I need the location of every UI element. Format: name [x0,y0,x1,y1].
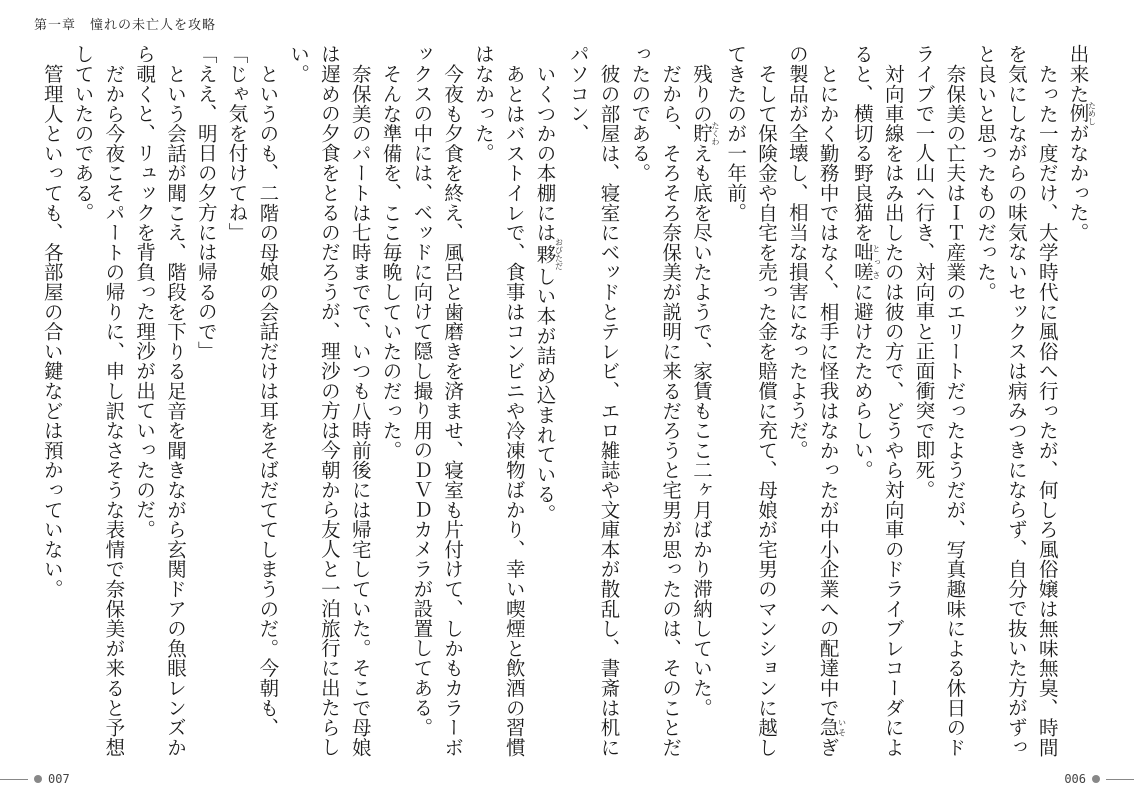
ruby-annotation: 貯たくわ [689,120,720,145]
paragraph: いくつかの本棚には夥おびただしい本が詰め込まれている。 [533,63,564,524]
page-number: 007 [48,772,70,786]
paragraph: というのも、二階の母娘の会話だけは耳をそばだててしまうのだ。今朝も、 [256,63,280,737]
dialog-line: 「ええ、明日の夕方には帰るので」 [194,44,218,361]
folio-dot [1092,775,1100,783]
folio-rule [0,779,28,780]
paragraph: そんな準備を、ここ毎晩していたのだった。 [379,63,403,460]
ruby-annotation: 夥おびただ [533,237,564,270]
folio-dot [34,775,42,783]
paragraph: という会話が聞こえ、階段を下りる足音を聞きながら玄関ドアの魚眼レンズから覗くと、リュックを背負った理沙が出ていったのだ。 [133,44,187,757]
dialog-line: 「じゃ気を付けてね」 [225,44,249,242]
paragraph: とにかく勤務中ではなく、相手に怪我はなかったが中小企業への配達中で急いそぎの製品が全壊し、相当な損害になったようだ。 [785,44,847,757]
left-page-text [40,44,564,760]
page-number-right [1064,770,1134,788]
right-page-text [566,44,1097,760]
paragraph: だから、そろそろ奈保美が説明に来るだろうと宅男が思ったのは、そのことだったのである。 [628,44,683,757]
paragraph: 管理人といっても、各部屋の合い鍵などは預かっていない。 [40,63,64,599]
page-number-left [0,770,70,788]
paragraph: 奈保美の亡夫はＩＴ産業のエリートだったようだが、写真趣味による休日のドライブで一人山へ行き、対向車と正面衝突で即死。 [912,44,967,757]
ruby-annotation: 急いそ [816,716,847,737]
paragraph: 残りの貯たくわえも底を尽いたようで、家賃もここ二ヶ月ばかり滞納していた。 [689,63,720,717]
running-head: 第一章 憧れの未亡人を攻略 [34,18,217,33]
ruby-annotation: 咄嗟とっさ [850,242,881,282]
paragraph: だから今夜こそパートの帰りに、申し訳なさそうな表情で奈保美が来ると予想していたのである。 [71,44,126,757]
paragraph: 対向車線をはみ出したのは彼の方で、どうやら対向車のドライブレコーダによると、横切る野良猫を咄嗟とっさに避けたためらしい。 [850,44,905,757]
folio-rule [1106,779,1134,780]
paragraph: 出来た例ためしがなかった。 [1066,44,1097,243]
ruby-annotation: 例ためし [1066,101,1097,126]
paragraph: 今夜も夕食を終え、風呂と歯磨きを済ませ、寝室も片付けて、しかもカラーボックスの中には、ベッドに向けて隠し撮り用のＤＶＤカメラが設置してある。 [410,44,465,757]
paragraph: 奈保美のパートは七時までで、いつも八時前後には帰宅していた。そこで母娘は遅めの夕食をとるのだろうが、理沙の方は今朝から友人と一泊旅行に出たらしい。 [287,44,372,757]
paragraph: たった一度だけ、大学時代に風俗へ行ったが、何しろ風俗嬢は無味無臭、時間を気にしながらの味気ないセックスは病みつきにならず、自分で抜いた方がずっと良いと思ったものだった。 [974,44,1059,757]
page-number: 006 [1064,772,1086,786]
paragraph: そして保険金や自宅を売った金を賠償に充て、母娘が宅男のマンションに越してきたのが一年前。 [724,44,779,757]
right-page [567,0,1134,800]
paragraph: 彼の部屋は、寝室にベッドとテレビ、エロ雑誌や文庫本が散乱し、書斎は机にパソコン、 [566,44,621,757]
left-page [0,0,567,800]
paragraph: あとはバストイレで、食事はコンビニや冷凍物ばかり、幸い喫煙と飲酒の習慣はなかった。 [471,44,526,757]
